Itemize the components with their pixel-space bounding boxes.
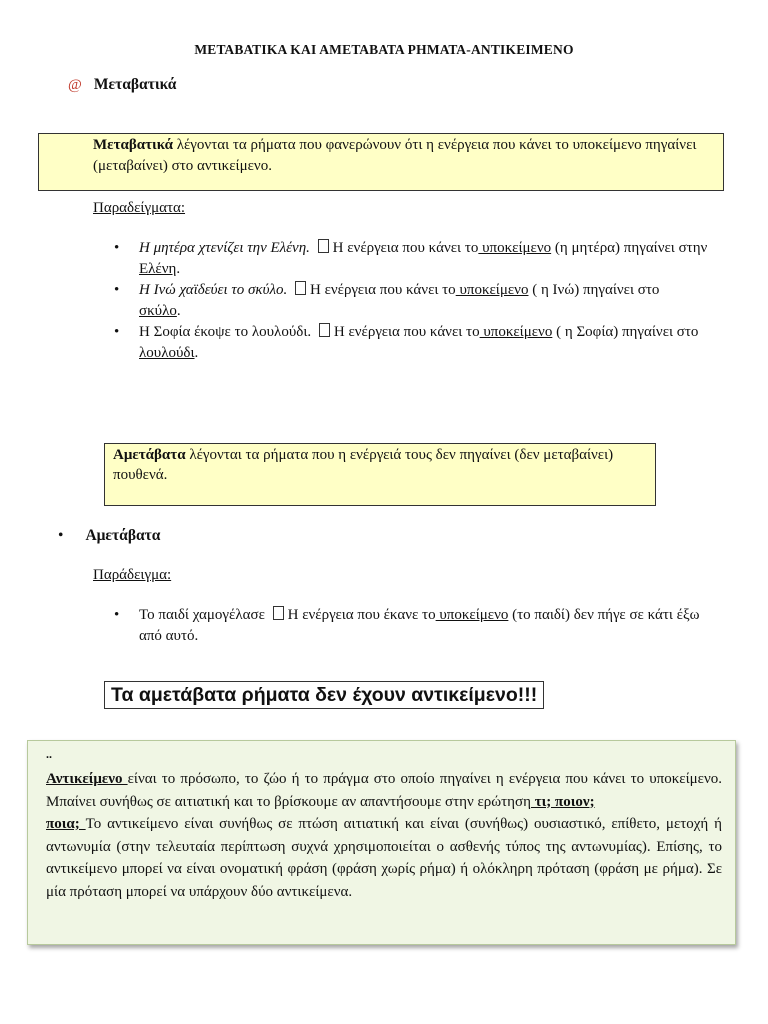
example-object: λουλούδι	[139, 345, 195, 361]
definition-body: λέγονται τα ρήματα που φανερώνουν ότι η ενέργεια που κάνει το υποκείμενο πηγαίνει (μεταβαίνει) στο αντικείμενο.	[93, 137, 697, 174]
object-paragraph: είναι το πρόσωπο, το ζώο ή το πράγμα στο οποίο πηγαίνει η ενέργεια που κάνει το υποκείμενο. Μπαίνει συνήθως σε αιτιατική και το βρίσκουμε αν απαντήσουμε στην ερώτηση	[46, 771, 722, 810]
example-list	[114, 605, 714, 647]
highlight-note: Τα αμετάβατα ρήματα δεν έχουν αντικείμενο!!!	[104, 681, 544, 709]
arrow-symbol-icon	[273, 606, 284, 620]
example-sentence: Η Σοφία έκοψε το λουλούδι.	[139, 324, 312, 340]
example-subject: υποκείμενο	[479, 324, 553, 340]
bullet-icon: •	[114, 240, 120, 256]
object-definition-box	[27, 740, 736, 945]
object-question: τι; ποιον;	[530, 793, 595, 810]
example-text: .	[176, 303, 181, 319]
object-definition-text	[46, 768, 722, 903]
list-item	[114, 280, 734, 322]
arrow-symbol-icon	[318, 239, 329, 253]
list-item	[114, 322, 734, 364]
definition-box-transitive	[38, 133, 724, 191]
section-heading-label: Αμετάβατα	[85, 527, 161, 544]
list-item	[114, 605, 714, 647]
bullet-icon: •	[58, 527, 64, 544]
example-subject: υποκείμενο	[455, 282, 529, 298]
section-heading-label: Μεταβατικά	[93, 76, 177, 93]
object-question: ποια;	[46, 816, 86, 832]
definition-body: λέγονται τα ρήματα που η ενέργειά τους δεν πηγαίνει (δεν μεταβαίνει) πουθενά.	[113, 447, 614, 483]
definition-text	[113, 445, 643, 485]
example-object: Ελένη	[139, 261, 177, 277]
swirl-bullet-icon: @	[68, 77, 82, 93]
example-text: (το παιδί) δεν πήγε σε κάτι έξω από αυτό.	[139, 607, 700, 644]
example-text: .	[176, 261, 181, 277]
section-heading-transitive	[68, 76, 176, 94]
section-heading-intransitive	[58, 527, 160, 545]
example-text: ( η Σοφία) πηγαίνει στο	[552, 324, 699, 340]
example-text: Η ενέργεια που κάνει το	[309, 282, 456, 298]
example-text: (η μητέρα) πηγαίνει στην	[551, 240, 708, 256]
examples-label: Παραδείγματα:	[93, 200, 186, 216]
bullet-icon: •	[114, 324, 120, 340]
bullet-icon: •	[114, 282, 120, 298]
example-text: Η ενέργεια που κάνει το	[332, 240, 479, 256]
arrow-symbol-icon	[295, 281, 306, 295]
list-item	[114, 238, 734, 280]
marker-dots: ..	[46, 747, 52, 761]
example-text: Η ενέργεια που κάνει το	[333, 324, 480, 340]
example-sentence: Η μητέρα χτενίζει την Ελένη.	[139, 240, 310, 256]
definition-box-intransitive	[104, 443, 656, 506]
page-title: ΜΕΤΑΒΑΤΙΚΑ ΚΑΙ ΑΜΕΤΑΒΑΤΑ ΡΗΜΑΤΑ-ΑΝΤΙΚΕΙΜΕΝΟ	[194, 42, 574, 57]
example-text: Η ενέργεια που έκανε το	[287, 607, 436, 623]
bullet-icon: •	[114, 607, 120, 623]
definition-term: Αμετάβατα	[113, 447, 186, 463]
example-sentence: Η Ινώ χαϊδεύει το σκύλο.	[139, 282, 288, 298]
example-subject: υποκείμενο	[435, 607, 509, 623]
example-subject: υποκείμενο	[478, 240, 552, 256]
example-text: .	[194, 345, 199, 361]
definition-text	[93, 135, 713, 177]
object-paragraph: Το αντικείμενο είναι συνήθως σε πτώση αιτιατική και είναι (συνήθως) ουσιαστικό, επίθετο, μετοχή ή αντωνυμία (στην τελευταία περίπτωση συχνά χρησιμοποιείται ο ασθενής τύπος της αντωνυμίας). Επίσης, το αντικείμενο μπορεί να είναι ονοματική φράση (φράση χωρίς ρήμα) ή ολόκληρη πρόταση (φράση με ρήμα). Σε μία πρόταση μπορεί να υπάρχουν δύο αντικείμενα.	[46, 816, 722, 900]
examples-list	[114, 238, 734, 364]
example-object: σκύλο	[139, 303, 177, 319]
example-sentence: Το παιδί χαμογέλασε	[139, 607, 265, 623]
example-label: Παράδειγμα:	[93, 567, 172, 583]
example-text: ( η Ινώ) πηγαίνει στο	[528, 282, 660, 298]
arrow-symbol-icon	[319, 323, 330, 337]
object-term: Αντικείμενο	[46, 771, 128, 787]
definition-term: Μεταβατικά	[93, 137, 173, 153]
